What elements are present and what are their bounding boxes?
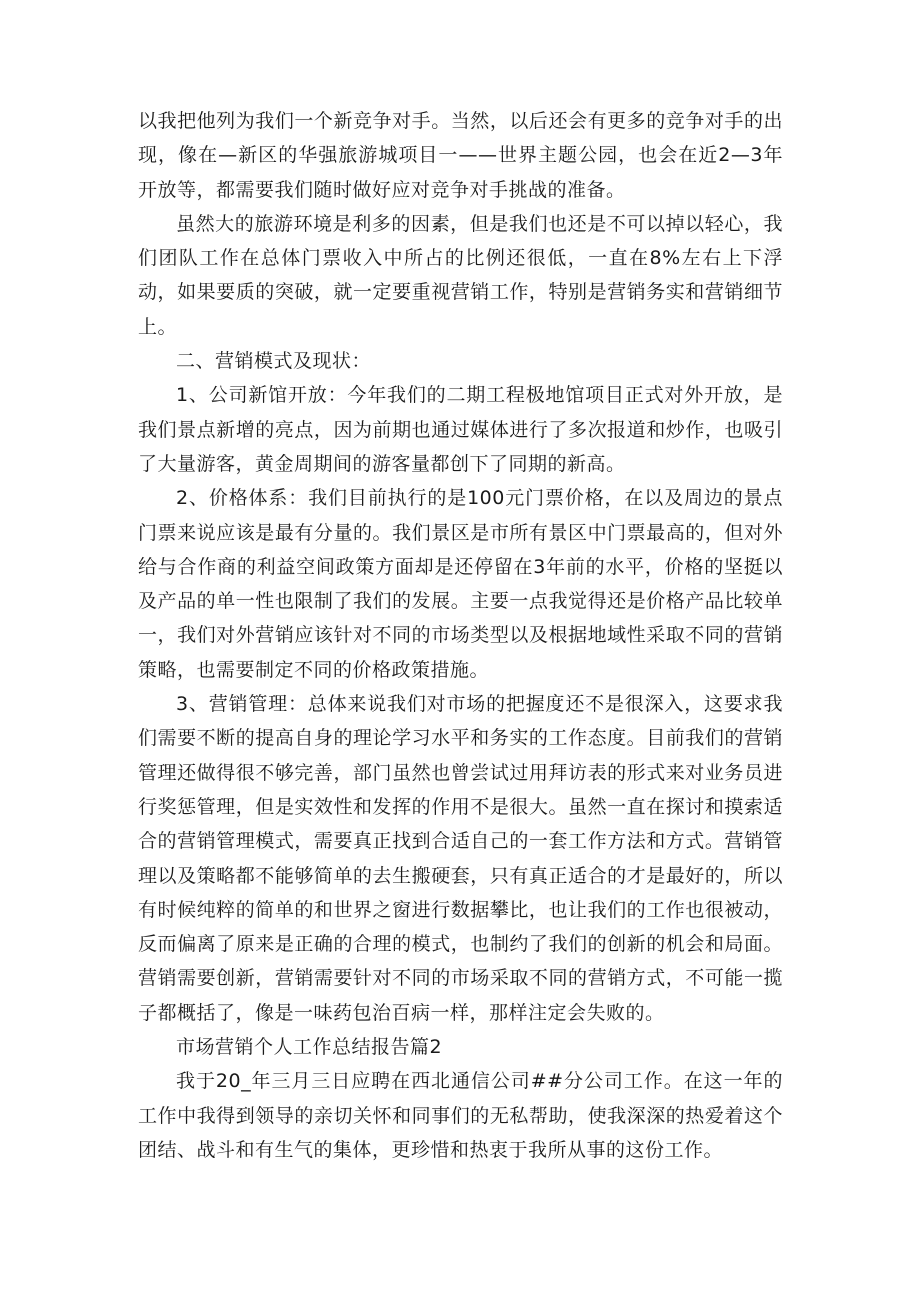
section-heading-report-part-2: 市场营销个人工作总结报告篇2 [176, 1036, 443, 1059]
paragraph-price-system: 2、价格体系：我们目前执行的是100元门票价格，在以及周边的景点门票来说应该是最有分量的。我们景区是市所有景区中门票最高的，但对外给与合作商的利益空间政策方面却是还停留在3年前的水平，价格的坚挺以及产品的单一性也限制了我们的发展。主要一点我觉得还是价格产品比较单一，我们对外营销应该针对不同的市场类型以及根据地域性采取不同的营销策略，也需要制定不同的价格政策措施。 [138, 487, 783, 681]
paragraph-new-hall-opening: 1、公司新馆开放：今年我们的二期工程极地馆项目正式对外开放，是我们景点新增的亮点，因为前期也通过媒体进行了多次报道和炒作，也吸引了大量游客，黄金周期间的游客量都创下了同期的新高。 [138, 384, 783, 475]
section-heading-marketing-mode: 二、营销模式及现状： [176, 350, 372, 373]
paragraph-marketing-management: 3、营销管理：总体来说我们对市场的把握度还不是很深入，这要求我们需要不断的提高自身的理论学习水平和务实的工作态度。目前我们的营销管理还做得很不够完善，部门虽然也曾尝试过用拜访表的形式来对业务员进行奖惩管理，但是实效性和发挥的作用不是很大。虽然一直在探讨和摸索适合的营销管理模式，需要真正找到合适自己的一套工作方法和方式。营销管理以及策略都不能够简单的去生搬硬套，只有真正适合的才是最好的，所以有时候纯粹的简单的和世界之窗进行数据攀比，也让我们的工作也很被动，反而偏离了原来是正确的合理的模式，也制约了我们的创新的机会和局面。营销需要创新，营销需要针对不同的市场采取不同的营销方式，不可能一揽子都概括了，像是一味药包治百病一样，那样注定会失败的。 [138, 693, 783, 1024]
paragraph-competition: 以我把他列为我们一个新竞争对手。当然，以后还会有更多的竞争对手的出现，像在—新区的华强旅游城项目一——世界主题公园，也会在近2—3年开放等，都需要我们随时做好应对竞争对手挑战的准备。 [138, 110, 783, 201]
paragraph-tourism-environment: 虽然大的旅游环境是利多的因素，但是我们也还是不可以掉以轻心，我们团队工作在总体门票收入中所占的比例还很低，一直在8%左右上下浮动，如果要质的突破，就一定要重视营销工作，特别是营销务实和营销细节上。 [138, 212, 783, 338]
document-body [138, 104, 783, 1167]
paragraph-employment-intro: 我于20_年三月三日应聘在西北通信公司##分公司工作。在这一年的工作中我得到领导的亲切关怀和同事们的无私帮助，使我深深的热爱着这个团结、战斗和有生气的集体，更珍惜和热衷于我所从事的这份工作。 [138, 1070, 783, 1161]
